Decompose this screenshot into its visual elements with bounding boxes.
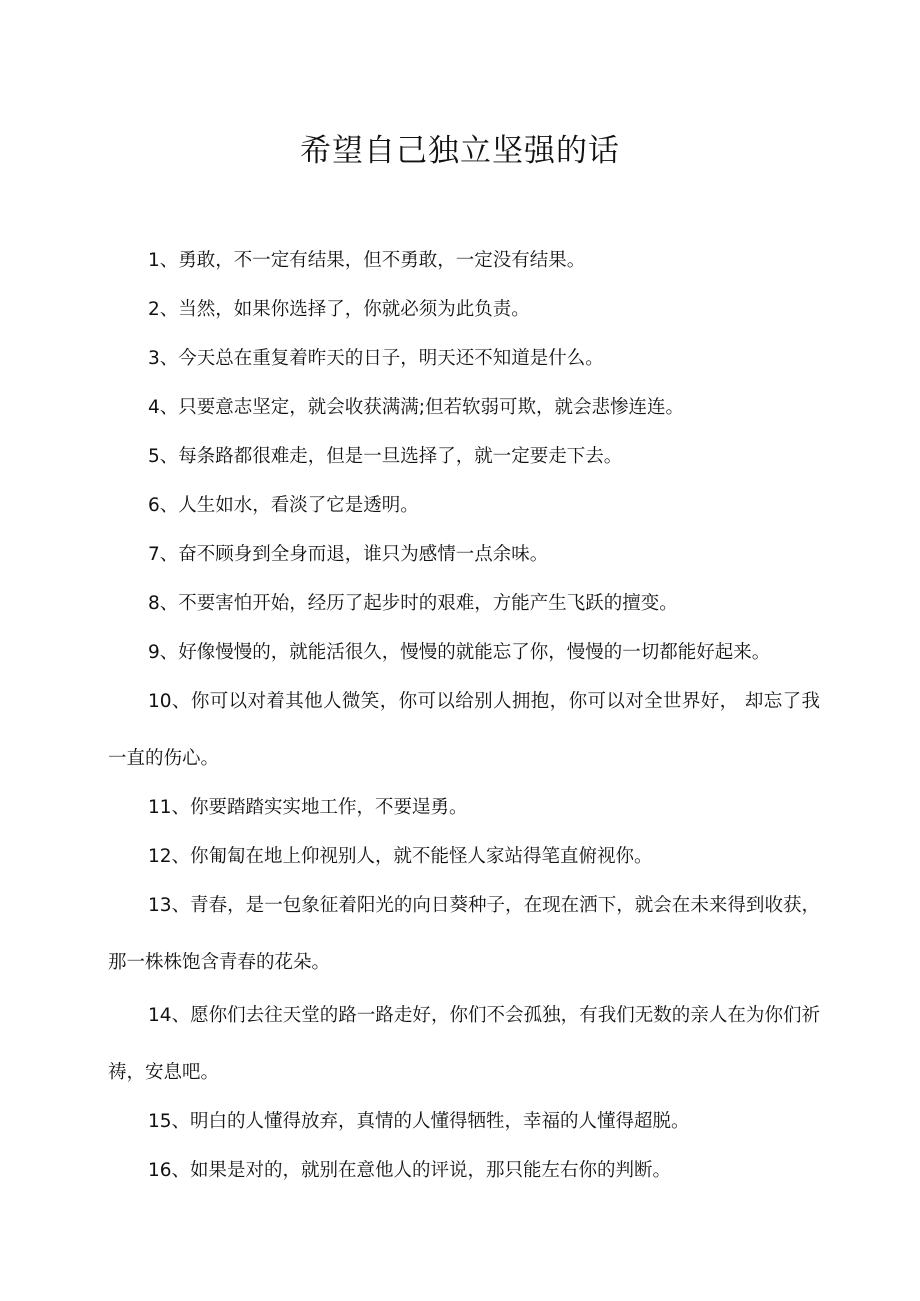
- quote-item: 7、奋不顾身到全身而退，谁只为感情一点余味。: [148, 544, 549, 565]
- quote-item: 15、明白的人懂得放弃，真情的人懂得牺牲，幸福的人懂得超脱。: [148, 1111, 690, 1132]
- quote-item: 13、青春，是一包象征着阳光的向日葵种子，在现在洒下，就会在未来得到收获，那一株株饱含青春的花朵。: [108, 895, 820, 973]
- quote-list: [108, 236, 820, 1195]
- quote-item: 16、如果是对的，就别在意他人的评说，那只能左右你的判断。: [148, 1160, 672, 1181]
- quote-item: 6、人生如水，看淡了它是透明。: [148, 495, 419, 516]
- quote-item: 8、不要害怕开始，经历了起步时的艰难，方能产生飞跃的擅变。: [148, 593, 678, 614]
- quote-item: 4、只要意志坚定，就会收获满满;但若软弱可欺，就会悲惨连连。: [148, 397, 685, 418]
- quote-item: 9、好像慢慢的，就能活很久，慢慢的就能忘了你，慢慢的一切都能好起来。: [148, 642, 771, 663]
- quote-item: 3、今天总在重复着昨天的日子，明天还不知道是什么。: [148, 348, 604, 369]
- quote-item: 12、你匍匐在地上仰视别人，就不能怪人家站得笔直俯视你。: [148, 846, 653, 867]
- quote-item: 5、每条路都很难走，但是一旦选择了，就一定要走下去。: [148, 446, 623, 467]
- quote-item: 14、愿你们去往天堂的路一路走好，你们不会孤独，有我们无数的亲人在为你们祈祷，安息吧。: [108, 1005, 820, 1083]
- quote-item: 10、你可以对着其他人微笑，你可以给别人拥抱，你可以对全世界好， 却忘了我一直的伤心。: [108, 691, 820, 769]
- document-title: 希望自己独立坚强的话: [300, 133, 620, 169]
- quote-item: 11、你要踏踏实实地工作，不要逞勇。: [148, 797, 468, 818]
- quote-item: 1、勇敢，不一定有结果，但不勇敢，一定没有结果。: [148, 250, 586, 271]
- quote-item: 2、当然，如果你选择了，你就必须为此负责。: [148, 299, 530, 320]
